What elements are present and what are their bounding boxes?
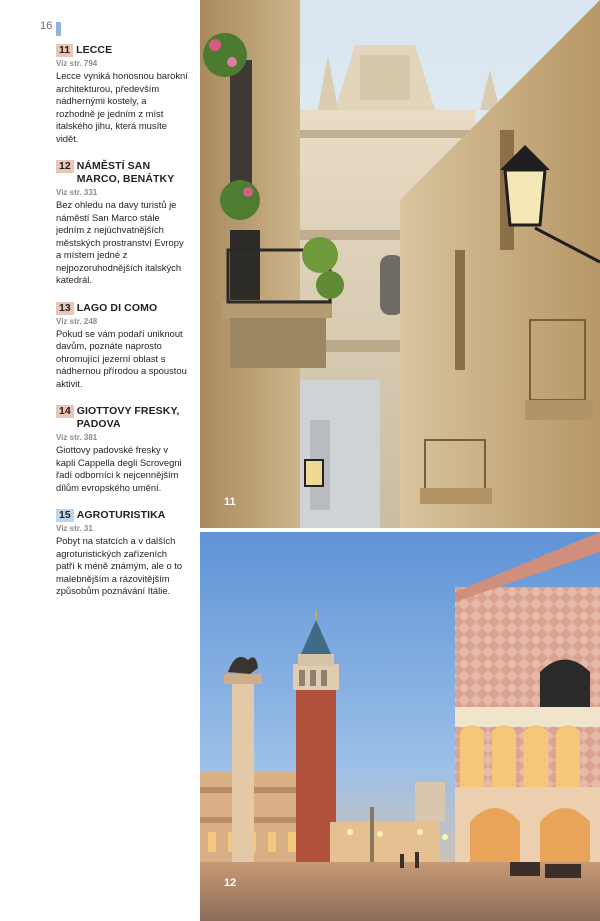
entry-title: NÁMĚSTÍ SAN MARCO, BENÁTKY [76,160,175,185]
entry-number-badge: 12 [56,160,74,173]
san-marco-illustration [200,532,600,921]
page-number-bar [56,22,61,36]
entry-heading [56,405,188,431]
entry-page-reference: Viz str. 248 [56,316,98,326]
entry-description: Pobyt na statcích a v dalších agroturistických zařízeních patří k méně známým, ale o to malebnějším a rázovitějším způsobům poznávání Itálie. [56,535,183,596]
entry-title: AGROTURISTIKA [76,509,166,521]
entry-agritourism [56,509,188,598]
entry-san-marco [56,160,188,287]
photo-san-marco [200,532,600,921]
entry-lecce [56,44,188,145]
entry-title: LAGO DI COMO [76,301,158,314]
photo-lecce [200,0,600,528]
entry-title: LECCE [76,44,113,56]
entry-heading [56,44,188,57]
entry-page-reference: Viz str. 381 [56,433,98,442]
entry-heading [56,509,188,522]
entry-lago-di-como [56,302,188,391]
photo-number-top: 11 [224,496,236,508]
entry-page-reference: Viz str. 31 [56,524,93,533]
entry-page-reference: Viz str. 331 [56,188,98,197]
entry-description: Bez ohledu na davy turistů je náměstí San Marco stále jedním z nejúchvatnějších městských prostranství Evropy a místem jedné z nejpozoruhodnějších italských katedrál. [56,199,184,285]
entry-heading [56,160,188,186]
entry-title: GIOTTOVY FRESKY, PADOVA [76,405,180,430]
entry-description: Lecce vyniká honosnou barokní architekturou, především nádhernými kostely, a rozhodně je jedním z míst italského jihu, která musíte vidět. [56,70,188,144]
photo-number-bottom: 12 [224,877,237,889]
entry-description: Giottovy padovské fresky v kapli Cappella degli Scrovegni řadí odborníci k nejcennějším dílům evropského umění. [56,444,182,493]
entry-number-badge: 13 [56,302,74,315]
entry-page-reference: Viz str. 794 [56,59,98,68]
entry-number-badge: 11 [56,44,73,57]
entry-description: Pokud se vám podaří uniknout davům, poznáte naprosto ohromující jezerní oblast s nádhernou přírodou a spoustou aktivit. [56,327,187,389]
entry-number-badge: 15 [56,509,74,522]
entries-column [56,44,188,613]
page-number: 16 [40,20,53,32]
entry-giotto-frescoes [56,405,188,494]
entry-number-badge: 14 [56,405,74,418]
lecce-street-illustration [200,0,600,528]
entry-heading [56,302,188,315]
